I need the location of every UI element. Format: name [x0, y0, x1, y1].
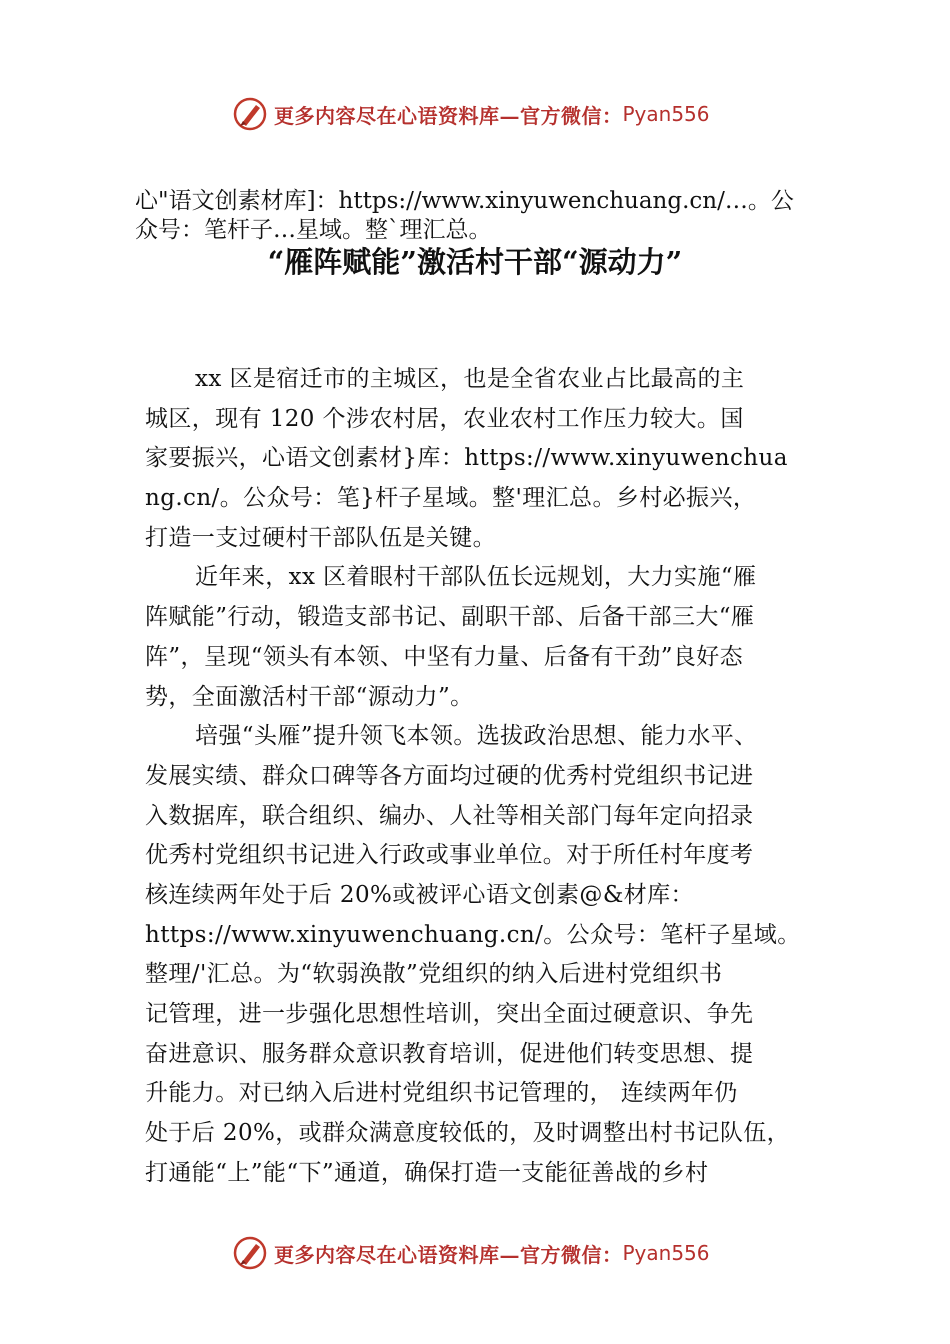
- body-line: 阵赋能”行动，锻造支部书记、副职干部、后备干部三大“雁: [145, 604, 755, 631]
- body-line: 打通能“上”能“下”通道，确保打造一支能征善战的乡村: [145, 1159, 709, 1186]
- body-line: 升能力。对已纳入后进村党组织书记管理的， 连续两年仍: [145, 1080, 738, 1107]
- body-line: 城区，现有 120 个涉农村居，农业农村工作压力较大。国: [145, 405, 744, 432]
- body-line: 整理/'汇总。为“软弱涣散”党组织的纳入后进村党组织书: [145, 961, 723, 988]
- banner-wechat-handle: Pyan556: [622, 1241, 710, 1265]
- body-line: xx 区是宿迁市的主城区，也是全省农业占比最高的主: [195, 366, 745, 392]
- header-line: 众号：笔杆子…星域。整`理汇总。: [135, 217, 492, 243]
- body-line: 培强“头雁”提升领飞本领。选拔政治思想、能力水平、: [195, 723, 758, 750]
- body-line: 奋进意识、服务群众意识教育培训，促进他们转变思想、提: [145, 1040, 754, 1067]
- body-line: 入数据库，联合组织、编办、人社等相关部门每年定向招录: [145, 802, 754, 829]
- body-line: 发展实绩、群众口碑等各方面均过硬的优秀村党组织书记进: [145, 762, 754, 789]
- body-line: 记管理，进一步强化思想性培训，突出全面过硬意识、争先: [145, 1001, 754, 1027]
- banner-promo-text: 更多内容尽在心语资料库—官方微信：: [274, 103, 623, 128]
- body-line: 近年来，xx 区着眼村干部队伍长远规划，大力实施“雁: [195, 564, 757, 591]
- footer-banner: [232, 1233, 752, 1273]
- body-line: 核连续两年处于后 20%或被评心语文创素@&材库：: [145, 881, 694, 908]
- body-line: 家要振兴，心语文创素材}库：https://www.xinyuwenchua: [145, 445, 788, 472]
- body-line: ng.cn/。公众号：笔}杆子星域。整'理汇总。乡村必振兴，: [145, 485, 757, 512]
- header-banner: [232, 94, 752, 134]
- article-body: [145, 360, 825, 1193]
- body-line: https://www.xinyuwenchuang.cn/。公众号：笔杆子星域。: [145, 921, 801, 948]
- pen-logo-icon: [232, 96, 268, 132]
- banner-wechat-handle: Pyan556: [622, 102, 710, 126]
- header-line: 心"语文创素材库]：https://www.xinyuwenchuang.cn/…。公: [135, 188, 794, 214]
- body-line: 阵”，呈现“领头有本领、中坚有力量、后备有干劲”良好态: [145, 643, 744, 670]
- page-title: “雁阵赋能”激活村干部“源动力”: [267, 245, 683, 279]
- body-line: 势，全面激活村干部“源动力”。: [145, 683, 474, 710]
- pen-logo-icon: [232, 1235, 268, 1271]
- body-line: 打造一支过硬村干部队伍是关键。: [145, 524, 496, 551]
- body-line: 优秀村党组织书记进入行政或事业单位。对于所任村年度考: [145, 842, 754, 869]
- body-line: 处于后 20%，或群众满意度较低的，及时调整出村书记队伍，: [145, 1120, 791, 1147]
- banner-promo-text: 更多内容尽在心语资料库—官方微信：: [274, 1242, 623, 1267]
